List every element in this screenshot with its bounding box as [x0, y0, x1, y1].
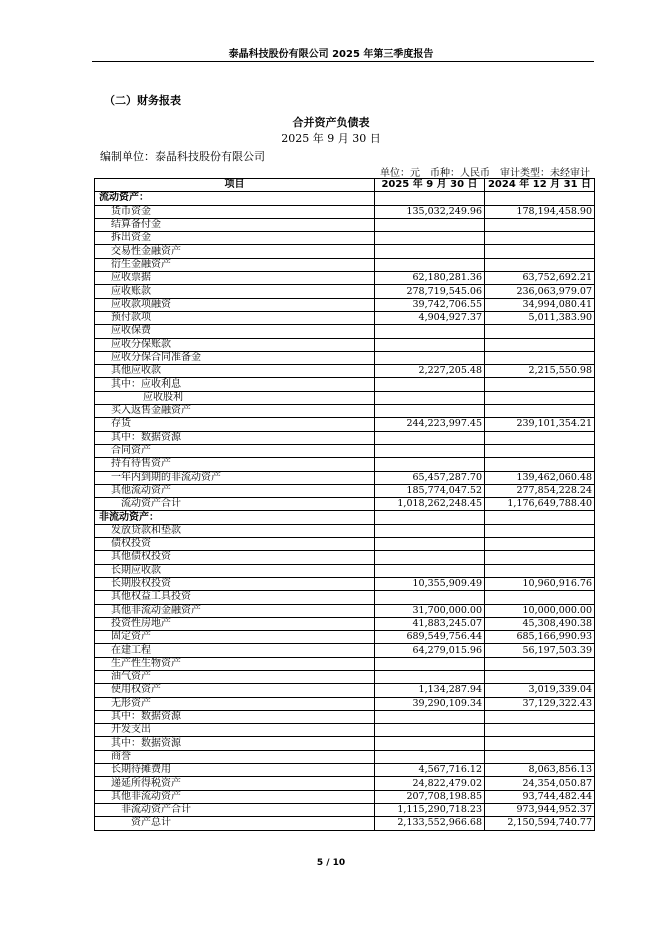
value-prior — [485, 511, 595, 524]
table-row — [95, 670, 595, 683]
table-row — [95, 391, 595, 404]
value-prior — [485, 245, 595, 258]
row-label: 其他流动资产 — [95, 484, 375, 497]
value-current — [375, 724, 485, 737]
value-current — [375, 750, 485, 763]
value-current — [375, 710, 485, 723]
row-label: 拆出资金 — [95, 232, 375, 245]
value-prior — [485, 218, 595, 231]
value-prior: 34,994,080.41 — [485, 298, 595, 311]
table-row — [95, 524, 595, 537]
value-current — [375, 218, 485, 231]
value-prior: 63,752,692.21 — [485, 272, 595, 285]
table-row — [95, 631, 595, 644]
value-current — [375, 338, 485, 351]
value-current — [375, 538, 485, 551]
row-label: 存货 — [95, 418, 375, 431]
value-prior: 5,011,383.90 — [485, 311, 595, 324]
column-header-item: 项目 — [95, 179, 375, 192]
table-row — [95, 511, 595, 524]
value-prior — [485, 258, 595, 271]
page-number: 5 / 10 — [316, 858, 346, 868]
value-current — [375, 737, 485, 750]
value-prior: 56,197,503.39 — [485, 644, 595, 657]
row-label: 应收股利 — [95, 391, 375, 404]
row-label: 生产性生物资产 — [95, 657, 375, 670]
table-row — [95, 192, 595, 205]
value-prior: 1,176,649,788.40 — [485, 498, 595, 511]
column-header-current: 2025 年 9 月 30 日 — [375, 179, 485, 192]
currency-label: 币种：人民币 — [430, 168, 490, 179]
table-row — [95, 405, 595, 418]
value-current: 4,567,716.12 — [375, 764, 485, 777]
row-label: 非流动资产合计 — [95, 803, 375, 816]
row-label: 在建工程 — [95, 644, 375, 657]
table-row — [95, 564, 595, 577]
row-label: 固定资产 — [95, 631, 375, 644]
value-prior: 236,063,979.07 — [485, 285, 595, 298]
value-current — [375, 431, 485, 444]
table-row — [95, 803, 595, 816]
table-row — [95, 710, 595, 723]
value-current: 1,134,287.94 — [375, 684, 485, 697]
value-current — [375, 564, 485, 577]
value-prior — [485, 538, 595, 551]
row-label: 流动资产： — [95, 192, 375, 205]
table-row — [95, 551, 595, 564]
value-current — [375, 378, 485, 391]
row-label: 其他权益工具投资 — [95, 591, 375, 604]
value-current: 2,133,552,966.68 — [375, 817, 485, 830]
table-row — [95, 697, 595, 710]
table-row — [95, 604, 595, 617]
value-prior — [485, 710, 595, 723]
row-label: 债权投资 — [95, 538, 375, 551]
table-row — [95, 272, 595, 285]
row-label: 应收账款 — [95, 285, 375, 298]
value-current — [375, 245, 485, 258]
value-prior: 239,101,354.21 — [485, 418, 595, 431]
table-row — [95, 351, 595, 364]
table-row — [95, 484, 595, 497]
table-row — [95, 471, 595, 484]
section-title: （二）财务报表 — [104, 94, 181, 107]
row-label: 递延所得税资产 — [95, 777, 375, 790]
reporting-entity: 编制单位：泰晶科技股份有限公司 — [100, 150, 265, 163]
value-current: 207,708,198.85 — [375, 790, 485, 803]
row-label: 长期股权投资 — [95, 577, 375, 590]
value-prior — [485, 564, 595, 577]
value-prior — [485, 750, 595, 763]
table-row — [95, 591, 595, 604]
value-prior — [485, 724, 595, 737]
value-current: 62,180,281.36 — [375, 272, 485, 285]
row-label: 一年内到期的非流动资产 — [95, 471, 375, 484]
value-prior — [485, 551, 595, 564]
row-label: 商誉 — [95, 750, 375, 763]
table-row — [95, 325, 595, 338]
row-label: 应收保费 — [95, 325, 375, 338]
row-label: 其他非流动金融资产 — [95, 604, 375, 617]
row-label: 长期应收款 — [95, 564, 375, 577]
value-current — [375, 325, 485, 338]
value-prior — [485, 737, 595, 750]
table-row — [95, 311, 595, 324]
value-current: 24,822,479.02 — [375, 777, 485, 790]
row-label: 其中：数据资源 — [95, 431, 375, 444]
report-header: 泰晶科技股份有限公司 2025 年第三季度报告 — [228, 49, 434, 60]
table-row — [95, 817, 595, 830]
value-current: 65,457,287.70 — [375, 471, 485, 484]
value-prior — [485, 325, 595, 338]
value-current: 1,018,262,248.45 — [375, 498, 485, 511]
value-prior — [485, 431, 595, 444]
value-prior: 24,354,050.87 — [485, 777, 595, 790]
table-row — [95, 538, 595, 551]
column-header-prior: 2024 年 12 月 31 日 — [485, 179, 595, 192]
table-row — [95, 431, 595, 444]
value-prior — [485, 657, 595, 670]
table-row — [95, 218, 595, 231]
statement-date: 2025 年 9 月 30 日 — [281, 132, 381, 145]
value-prior — [485, 405, 595, 418]
value-prior — [485, 391, 595, 404]
value-prior: 277,854,228.24 — [485, 484, 595, 497]
table-row — [95, 790, 595, 803]
row-label: 油气资产 — [95, 670, 375, 683]
value-prior: 8,063,856.13 — [485, 764, 595, 777]
statement-meta — [370, 164, 590, 179]
row-label: 其他应收款 — [95, 365, 375, 378]
table-row — [95, 577, 595, 590]
value-prior: 2,215,550.98 — [485, 365, 595, 378]
row-label: 开发支出 — [95, 724, 375, 737]
table-row — [95, 258, 595, 271]
table-row — [95, 232, 595, 245]
table-header-row — [95, 179, 595, 192]
value-prior: 37,129,322.43 — [485, 697, 595, 710]
value-current — [375, 391, 485, 404]
header-divider — [92, 61, 594, 62]
value-prior — [485, 458, 595, 471]
value-current — [375, 591, 485, 604]
row-label: 交易性金融资产 — [95, 245, 375, 258]
table-row — [95, 657, 595, 670]
value-current — [375, 458, 485, 471]
value-current: 39,290,109.34 — [375, 697, 485, 710]
value-current: 41,883,245.07 — [375, 617, 485, 630]
value-prior — [485, 670, 595, 683]
row-label: 应收票据 — [95, 272, 375, 285]
value-current — [375, 511, 485, 524]
value-prior: 178,194,458.90 — [485, 205, 595, 218]
value-prior: 685,166,990.93 — [485, 631, 595, 644]
value-current: 31,700,000.00 — [375, 604, 485, 617]
row-label: 长期待摊费用 — [95, 764, 375, 777]
table-row — [95, 644, 595, 657]
value-current: 64,279,015.96 — [375, 644, 485, 657]
value-current: 185,774,047.52 — [375, 484, 485, 497]
row-label: 其中：数据资源 — [95, 710, 375, 723]
row-label: 买入返售金融资产 — [95, 405, 375, 418]
value-current: 135,032,249.96 — [375, 205, 485, 218]
table-row — [95, 737, 595, 750]
value-current — [375, 351, 485, 364]
value-current — [375, 405, 485, 418]
table-row — [95, 724, 595, 737]
value-current: 1,115,290,718.23 — [375, 803, 485, 816]
table-row — [95, 764, 595, 777]
value-prior: 139,462,060.48 — [485, 471, 595, 484]
table-row — [95, 365, 595, 378]
balance-sheet-table — [94, 178, 595, 831]
table-row — [95, 205, 595, 218]
table-row — [95, 777, 595, 790]
value-prior — [485, 378, 595, 391]
value-prior: 45,308,490.38 — [485, 617, 595, 630]
table-row — [95, 617, 595, 630]
table-row — [95, 245, 595, 258]
table-row — [95, 338, 595, 351]
value-prior — [485, 351, 595, 364]
row-label: 结算备付金 — [95, 218, 375, 231]
row-label: 持有待售资产 — [95, 458, 375, 471]
value-prior: 10,960,916.76 — [485, 577, 595, 590]
row-label: 其他非流动资产 — [95, 790, 375, 803]
row-label: 衍生金融资产 — [95, 258, 375, 271]
row-label: 资产总计 — [95, 817, 375, 830]
value-current: 39,742,706.55 — [375, 298, 485, 311]
value-current — [375, 258, 485, 271]
row-label: 预付款项 — [95, 311, 375, 324]
row-label: 发放贷款和垫款 — [95, 524, 375, 537]
row-label: 使用权资产 — [95, 684, 375, 697]
value-current — [375, 657, 485, 670]
table-row — [95, 378, 595, 391]
value-current — [375, 444, 485, 457]
row-label: 其中：应收利息 — [95, 378, 375, 391]
value-current — [375, 551, 485, 564]
value-prior — [485, 591, 595, 604]
value-prior: 2,150,594,740.77 — [485, 817, 595, 830]
value-prior: 3,019,339.04 — [485, 684, 595, 697]
row-label: 无形资产 — [95, 697, 375, 710]
row-label: 应收款项融资 — [95, 298, 375, 311]
audit-label: 审计类型：未经审计 — [500, 168, 590, 179]
table-row — [95, 298, 595, 311]
table-row — [95, 750, 595, 763]
value-current — [375, 524, 485, 537]
row-label: 合同资产 — [95, 444, 375, 457]
value-prior: 10,000,000.00 — [485, 604, 595, 617]
table-row — [95, 418, 595, 431]
table-row — [95, 444, 595, 457]
row-label: 非流动资产： — [95, 511, 375, 524]
value-current: 689,549,756.44 — [375, 631, 485, 644]
row-label: 其他债权投资 — [95, 551, 375, 564]
value-prior — [485, 232, 595, 245]
table-row — [95, 498, 595, 511]
value-prior: 973,944,952.37 — [485, 803, 595, 816]
table-row — [95, 458, 595, 471]
value-current — [375, 232, 485, 245]
value-current: 2,227,205.48 — [375, 365, 485, 378]
value-prior — [485, 524, 595, 537]
row-label: 应收分保合同准备金 — [95, 351, 375, 364]
value-prior — [485, 444, 595, 457]
table-row — [95, 285, 595, 298]
row-label: 流动资产合计 — [95, 498, 375, 511]
value-current: 244,223,997.45 — [375, 418, 485, 431]
row-label: 投资性房地产 — [95, 617, 375, 630]
value-current: 4,904,927.37 — [375, 311, 485, 324]
row-label: 应收分保账款 — [95, 338, 375, 351]
statement-title: 合并资产负债表 — [292, 116, 370, 129]
value-current: 10,355,909.49 — [375, 577, 485, 590]
table-row — [95, 684, 595, 697]
row-label: 其中：数据资源 — [95, 737, 375, 750]
row-label: 货币资金 — [95, 205, 375, 218]
value-current: 278,719,545.06 — [375, 285, 485, 298]
value-current — [375, 670, 485, 683]
value-prior — [485, 192, 595, 205]
value-prior: 93,744,482.44 — [485, 790, 595, 803]
value-prior — [485, 338, 595, 351]
value-current — [375, 192, 485, 205]
unit-label: 单位：元 — [380, 168, 420, 179]
